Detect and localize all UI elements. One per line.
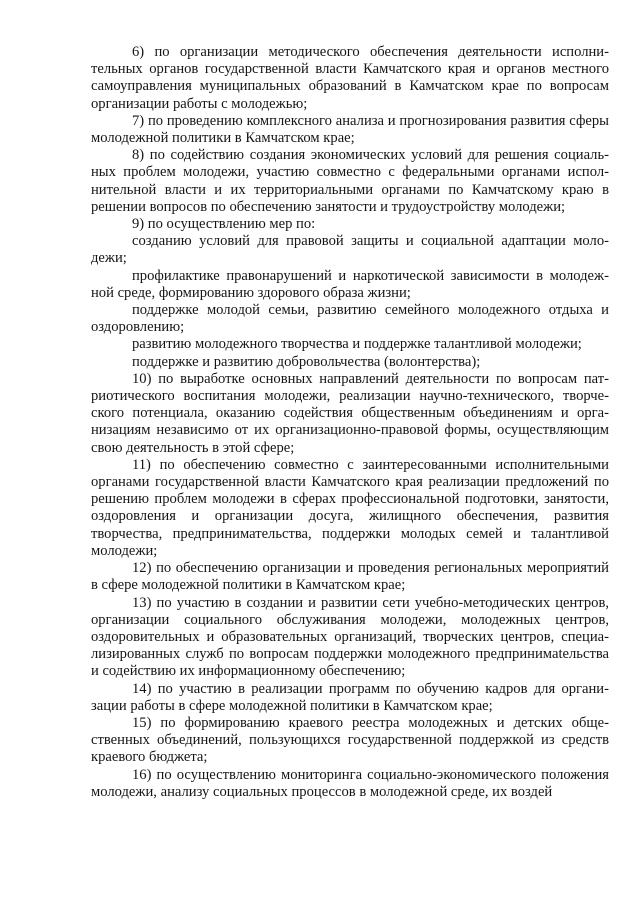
paragraph-item-16: 16) по осуществлению мониторинга социально-экономического положения молодежи, анализу социальных процессов в молодежной среде, их воздей (91, 766, 609, 800)
paragraph-item-15: 15) по формированию краевого реестра молодежных и детских общественных объединений, пользующихся государственной поддержкой из средств краевого бюджета; (91, 714, 609, 766)
paragraph-item-7: 7) по проведению комплексного анализа и прогнозирования развития сферы молодежной политики в Камчатском крае; (91, 112, 609, 147)
paragraph-item-14: 14) по участию в реализации программ по обучению кадров для организации работы в сфере молодежной политики в Камчатском крае; (91, 680, 609, 714)
paragraph-item-11: 11) по обеспечению совместно с заинтересованными исполнительными органами государственной власти Камчатского края реализации предложений по решению проблем молодежи в сферах профессиональной подготовки, занятости, оздоровления и организации досуга, жилищного обеспечения, развития творчества, предпринимательства, поддержки молодых семей и талантливой молодежи; (91, 456, 609, 559)
document-body (91, 44, 609, 801)
paragraph-item-8: 8) по содействию создания экономических условий для решения социальных проблем молодежи, участию совместно с федеральными органами исполнительной власти и их территориальными органами по Камчатскому краю в решении вопросов по обеспечению занятости и трудоустройству молодежи; (91, 147, 609, 215)
paragraph-item-9: 9) по осуществлению мер по: (132, 216, 316, 233)
paragraph-sub-volunteering: поддержке и развитию добровольчества (волонтерства); (132, 353, 481, 370)
paragraph-sub-creativity: развитию молодежного творчества и поддержке талантливой молодежи; (132, 336, 582, 353)
paragraph-item-6: 6) по организации методического обеспечения деятельности исполнительных органов государственной власти Камчатского края и органов местного самоуправления муниципальных образований в Камчатском крае по вопросам организации работы с молодежью; (91, 44, 609, 112)
paragraph-sub-legal-protection: созданию условий для правовой защиты и социальной адаптации молодежи; (91, 233, 609, 267)
paragraph-item-10: 10) по выработке основных направлений деятельности по вопросам патриотического воспитания молодежи, реализации научно-технического, творческого потенциала, оказанию содействия общественным объединениям и организациям независимо от их организационно-правовой формы, осуществляющим свою деятельность в этой сфере; (91, 370, 609, 456)
paragraph-item-13: 13) по участию в создании и развитии сети учебно-методических центров, организации социального обслуживания молодежи, молодежных центров, оздоровительных и образовательных организаций, творческих центров, специализированных служб по вопросам поддержки молодежного предпринимatельства и содействию их информационному обеспечению; (91, 594, 609, 680)
paragraph-sub-family-support: поддержке молодой семьи, развитию семейного молодежного отдыха и оздоровлению; (91, 302, 609, 336)
paragraph-sub-prevention: профилактике правонарушений и наркотической зависимости в молодежной среде, формированию здорового образа жизни; (91, 267, 609, 301)
paragraph-item-12: 12) по обеспечению организации и проведения региональных мероприятий в сфере молодежной политики в Камчатском крае; (91, 560, 609, 594)
